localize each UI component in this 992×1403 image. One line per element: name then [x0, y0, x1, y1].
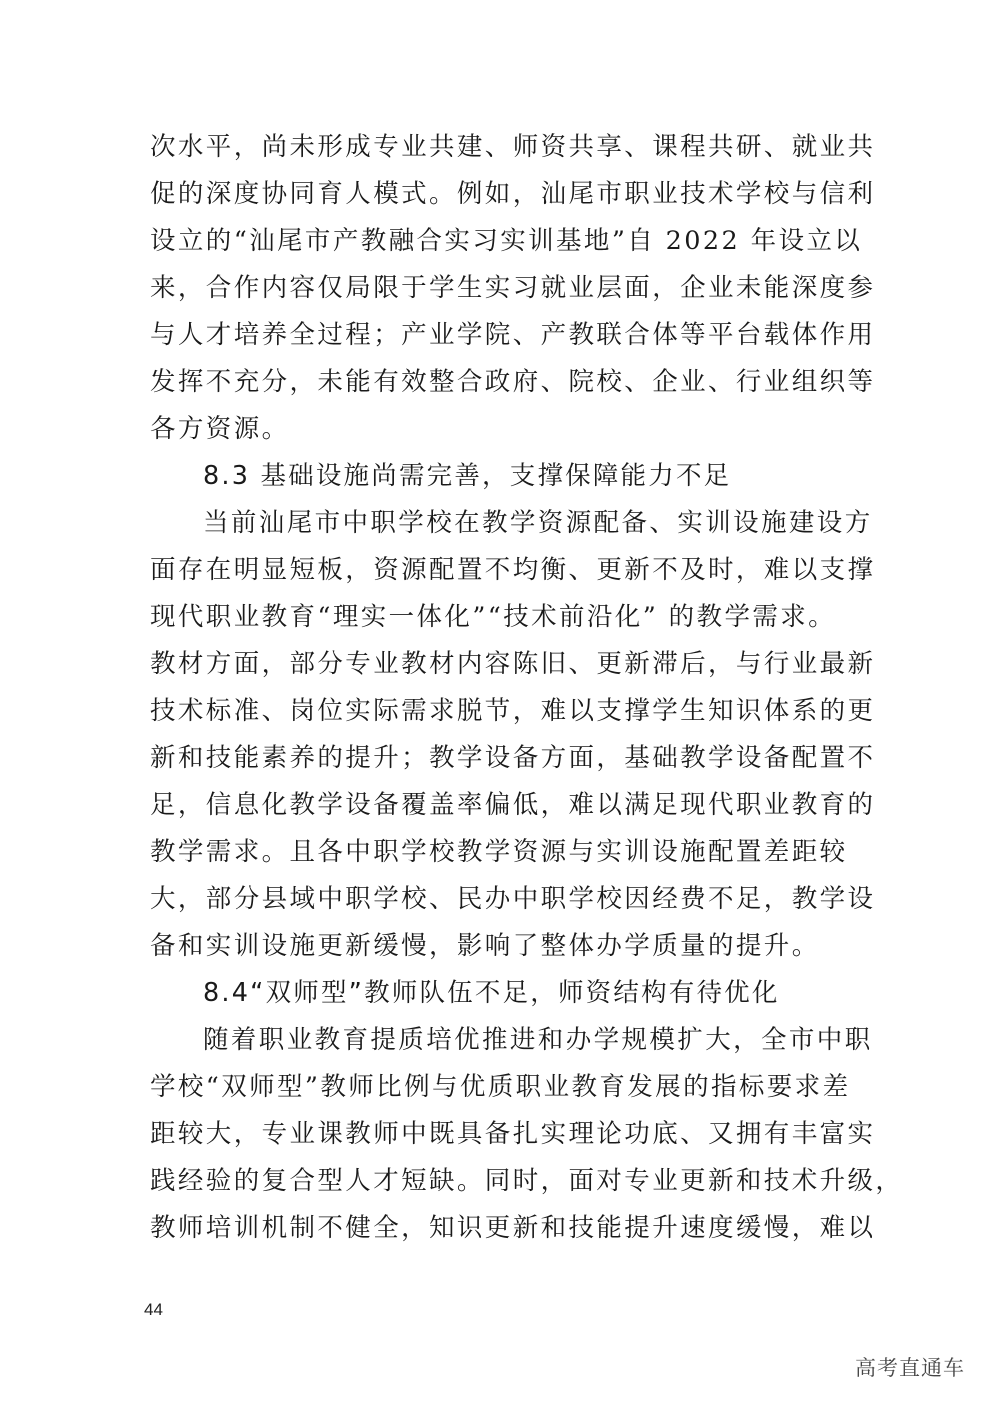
body-text-line: 教学需求。且各中职学校教学资源与实训设施配置差距较: [150, 837, 848, 867]
section-heading-8-3: 8.3 基础设施尚需完善，支撑保障能力不足: [203, 461, 732, 491]
body-text-line: 来，合作内容仅局限于学生实习就业层面，企业未能深度参: [150, 273, 876, 303]
body-text-line: 随着职业教育提质培优推进和办学规模扩大，全市中职: [203, 1025, 873, 1055]
body-text-line: 设立的“汕尾市产教融合实习实训基地”自 2022 年设立以: [150, 226, 863, 256]
body-text-line: 次水平，尚未形成专业共建、师资共享、课程共研、就业共: [150, 132, 876, 162]
body-text-line: 备和实训设施更新缓慢，影响了整体办学质量的提升。: [150, 931, 820, 961]
page-number: 44: [144, 1300, 163, 1319]
body-text-line: 大，部分县域中职学校、民办中职学校因经费不足，教学设: [150, 884, 876, 914]
section-heading-8-4: 8.4“双师型”教师队伍不足，师资结构有待优化: [203, 978, 780, 1008]
body-text-line: 新和技能素养的提升；教学设备方面，基础教学设备配置不: [150, 743, 876, 773]
body-text-line: 践经验的复合型人才短缺。同时，面对专业更新和技术升级，: [150, 1166, 904, 1196]
body-text-line: 技术标准、岗位实际需求脱节，难以支撑学生知识体系的更: [150, 696, 876, 726]
body-text-line: 促的深度协同育人模式。例如，汕尾市职业技术学校与信利: [150, 179, 876, 209]
body-text-line: 当前汕尾市中职学校在教学资源配备、实训设施建设方: [203, 508, 873, 538]
body-text-line: 面存在明显短板，资源配置不均衡、更新不及时，难以支撑: [150, 555, 876, 585]
body-text-line: 距较大，专业课教师中既具备扎实理论功底、又拥有丰富实: [150, 1119, 876, 1149]
body-text-line: 发挥不充分，未能有效整合政府、院校、企业、行业组织等: [150, 367, 876, 397]
body-text-line: 学校“双师型”教师比例与优质职业教育发展的指标要求差: [150, 1072, 851, 1102]
body-text-line: 各方资源。: [150, 414, 290, 444]
body-text-line: 现代职业教育“理实一体化”“技术前沿化” 的教学需求。: [150, 602, 837, 632]
watermark-text: 高考直通车: [855, 1356, 965, 1380]
body-text-line: 足，信息化教学设备覆盖率偏低，难以满足现代职业教育的: [150, 790, 876, 820]
body-text-line: 教师培训机制不健全，知识更新和技能提升速度缓慢，难以: [150, 1213, 876, 1243]
body-text-line: 与人才培养全过程；产业学院、产教联合体等平台载体作用: [150, 320, 876, 350]
body-text-line: 教材方面，部分专业教材内容陈旧、更新滞后，与行业最新: [150, 649, 876, 679]
